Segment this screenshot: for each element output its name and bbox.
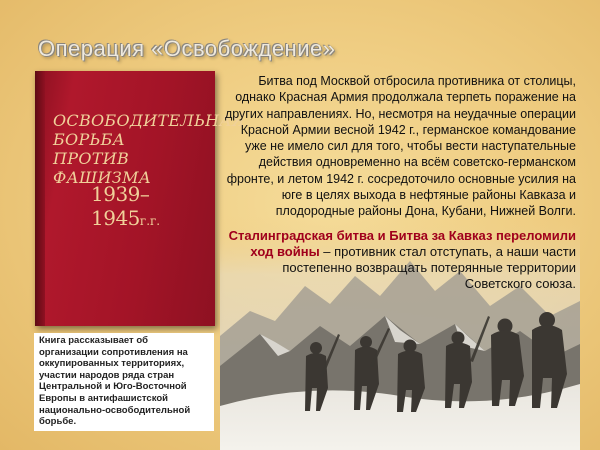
book-caption: Книга рассказывает об организации сопротивления на оккупированных территориях, участии народов ряда стран Центральной и Юго-Восточной Европы в антифашистской национально-освободительной борьбе. [34,333,214,431]
conclusion-paragraph [224,228,576,292]
book-years [91,182,215,230]
highlighted-phrase: Сталинградская битва и Битва за Кавказ переломили ход войны [228,227,576,259]
conclusion-text: – противник стал отступать, а наши части постепенно возвращать потерянные территории Советского союза. [282,243,576,291]
book-title-line: ФАШИЗМА [53,168,152,187]
book-title-line: БОРЬБА [53,130,126,149]
book-cover-image [35,71,246,326]
slide-title: Операция «Освобождение» [38,36,336,61]
book-years-suffix: г.г. [139,214,161,228]
book-title-line: ОСВОБОДИТЕЛЬНАЯ [53,111,246,130]
book-spine [35,71,45,326]
main-paragraph: Битва под Москвой отбросила противника от столицы, однако Красная Армия продолжала терпеть поражение на других направлениях. Но, несмотря на неудачные операции Красной Армии весной 1942 г., германское командование уже не имело сил для того, чтобы вести наступательные действия одновременно на всём советско-германском фронте, и летом 1942 г. сосредоточило основные усилия на юге в целях выхода в нефтяные районы Кавказа и плодородные районы Дона, Кубани, Нижней Волги. [224,74,576,219]
book-title [53,111,246,187]
main-text [224,73,576,292]
book-title-line: ПРОТИВ [53,149,130,168]
book-years-range: 1939–1945 [91,182,150,230]
